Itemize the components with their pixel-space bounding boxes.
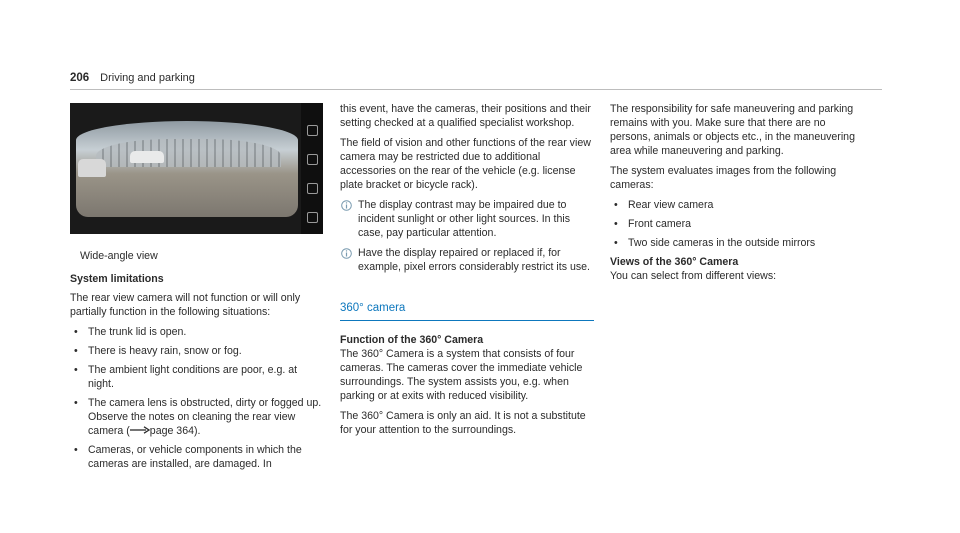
page-number: 206 [70, 72, 90, 84]
responsibility-text: The responsibility for safe maneuvering and parking remains with you. Make sure that there are no persons, animals or objects etc., in the maneuvering area while maneuvering and parking. [610, 103, 855, 157]
view-mode-icon [307, 125, 318, 136]
cameras-list [610, 199, 865, 251]
note-1 [340, 199, 595, 241]
list-item [70, 397, 325, 439]
cameras-intro-text: The system evaluates images from the following cameras: [610, 164, 837, 191]
column-1 [70, 103, 325, 477]
settings-icon [307, 154, 318, 165]
limitations-list [70, 326, 325, 472]
arrow-right-icon [130, 425, 150, 439]
wide-angle-camera-view [76, 121, 298, 217]
list-item: • Rear view camera [610, 199, 865, 213]
continued-text: this event, have the cameras, their positions and their setting checked at a qualified specialist workshop. [340, 103, 591, 129]
note-2 [340, 247, 595, 275]
list-item: • The ambient light conditions are poor, e.g. at night. [70, 364, 325, 392]
guideline-icon [307, 183, 318, 194]
list-item: • Two side cameras in the outside mirrors [610, 237, 865, 251]
views-heading: Views of the 360° Camera [610, 255, 739, 268]
section-title-360-camera: 360° camera [340, 301, 594, 321]
column-3 [610, 103, 865, 290]
chapter-title: Driving and parking [100, 72, 195, 84]
camera-image [70, 103, 323, 234]
intro-text: The rear view camera will not function or will only partially function in the following situations: [70, 291, 301, 318]
note-text: Have the display repaired or replaced if, for example, pixel errors considerably restrict its use. [358, 246, 590, 273]
column-2 [340, 103, 595, 444]
list-item-text: The camera lens is obstructed, dirty or fogged up. Observe the notes on cleaning the rear view camera ( [88, 396, 322, 437]
note-text: The display contrast may be impaired due to incident sunlight or other light sources. In this case, pay particular attention. [358, 198, 570, 239]
info-note-icon [341, 248, 352, 259]
camera-view-sidebar [301, 103, 323, 234]
info-note-icon [341, 200, 352, 211]
parked-car-image [130, 151, 164, 163]
list-item: • Cameras, or vehicle components in which the cameras are installed, are damaged. In [70, 444, 325, 472]
building-image [96, 139, 281, 167]
camera-icon [307, 212, 318, 223]
list-item: • The trunk lid is open. [70, 326, 325, 340]
page-reference-link[interactable]: page 364). [149, 424, 201, 437]
function-text: The 360° Camera is a system that consists of four cameras. The cameras cover the immediate vehicle surroundings. The system assists you, e.g. when parking or at exits with reduced visibility. [340, 347, 583, 402]
parked-car-image [78, 159, 106, 177]
views-text: You can select from different views: [610, 269, 777, 282]
system-limitations-heading: System limitations [70, 272, 164, 285]
list-item: • Front camera [610, 218, 865, 232]
function-heading: Function of the 360° Camera [340, 333, 484, 346]
field-of-vision-text: The field of vision and other functions of the rear view camera may be restricted due to additional accessories on the rear of the vehicle (e.g. license plate bracket or bicycle rack). [340, 136, 591, 191]
aid-text: The 360° Camera is only an aid. It is not a substitute for your attention to the surroundings. [340, 409, 586, 436]
page-header [70, 71, 882, 90]
list-item: • There is heavy rain, snow or fog. [70, 345, 325, 359]
image-caption: Wide-angle view [80, 250, 158, 262]
